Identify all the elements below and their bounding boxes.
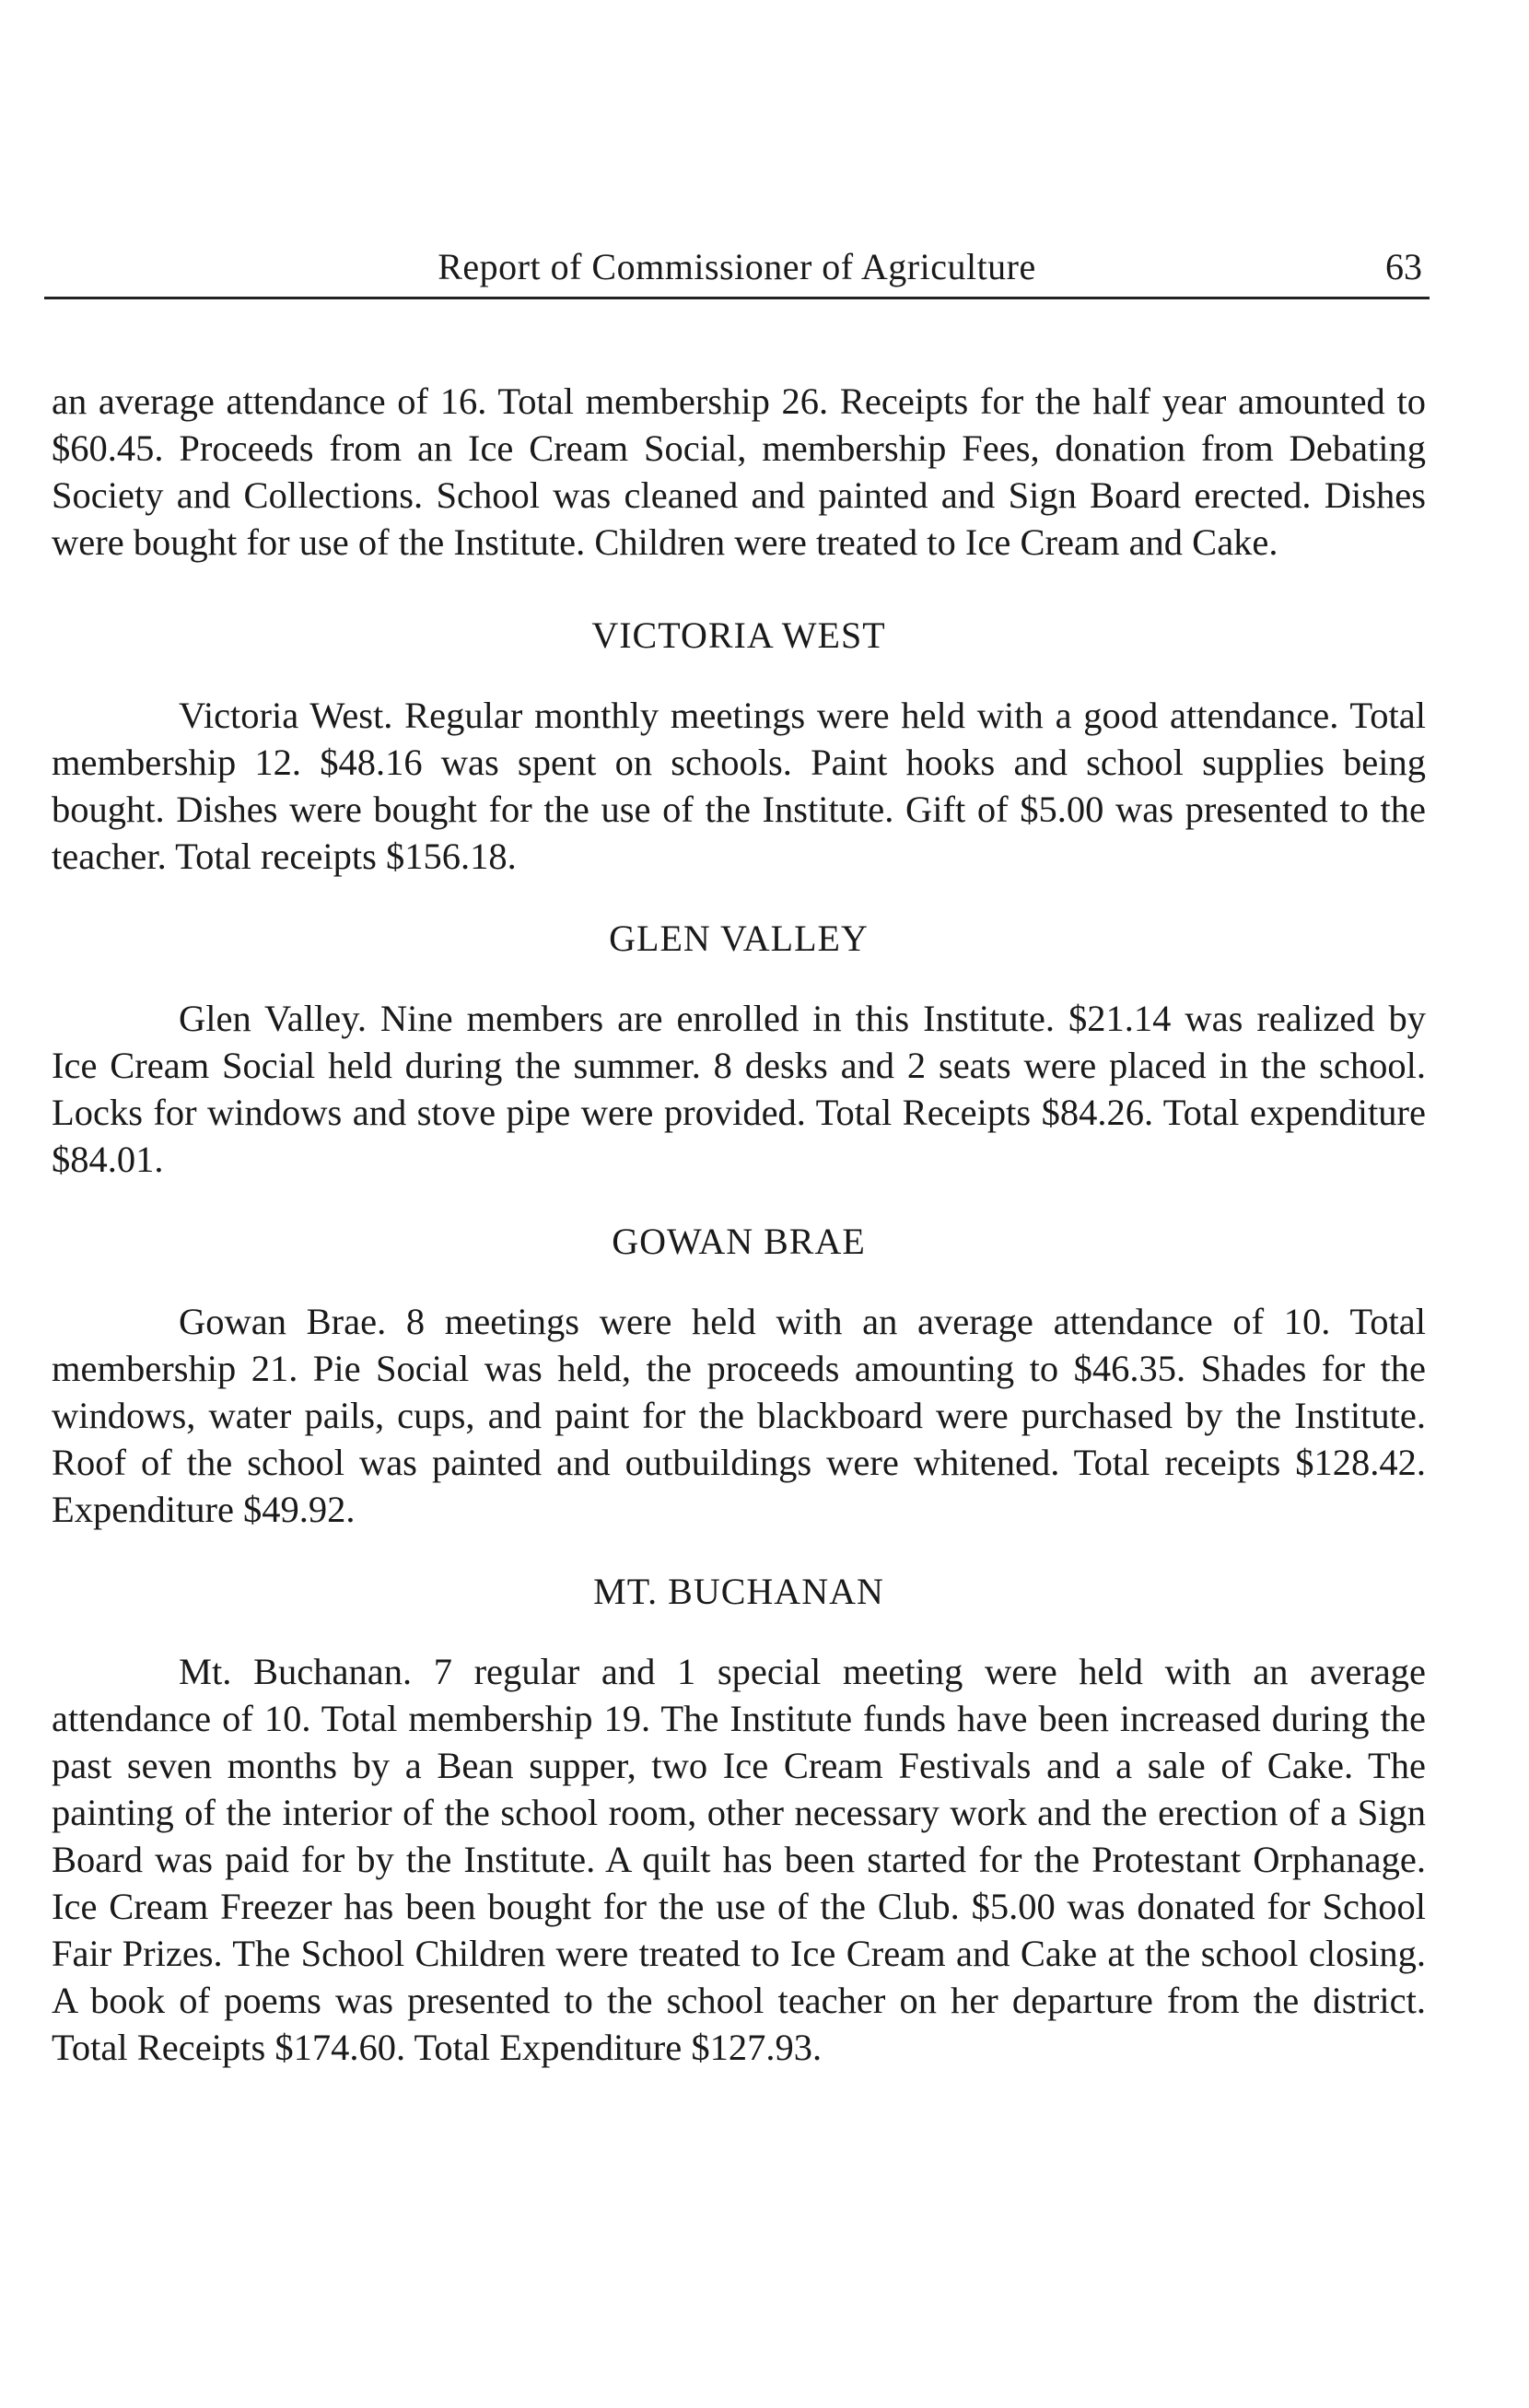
continued-paragraph: an average attendance of 16. Total membership 26. Receipts for the half year amounted to $60.45. Proceeds from an Ice Cream Social, membership Fees, donation from Debating Society and Collections. School was cleaned and painted and Sign Board erected. Dishes were bought for use of the Institute. Children were treated to Ice Cream and Cake. — [52, 380, 1426, 563]
running-header — [44, 241, 1430, 299]
section-heading-mt-buchanan: MT. BUCHANAN — [593, 1571, 884, 1612]
paragraph-victoria-west: Victoria West. Regular monthly meetings were held with a good attendance. Total membership 12. $48.16 was spent on schools. Paint hooks and school supplies being bought. Dishes were bought for the use of the Institute. Gift of $5.00 was presented to the teacher. Total receipts $156.18. — [52, 695, 1426, 877]
section-heading-glen-valley: GLEN VALLEY — [609, 918, 869, 959]
paragraph-glen-valley: Glen Valley. Nine members are enrolled in this Institute. $21.14 was realized by Ice Cream Social held during the summer. 8 desks and 2 seats were placed in the school. Locks for windows and stove pipe were provided. Total Receipts $84.26. Total expenditure $84.01. — [52, 998, 1426, 1180]
section-heading-victoria-west: VICTORIA WEST — [591, 614, 886, 656]
paragraph-gowan-brae: Gowan Brae. 8 meetings were held with an average attendance of 10. Total membership 21. Pie Social was held, the proceeds amounting to $46.35. Shades for the windows, water pails, cups, and paint for the blackboard were purchased by the Institute. Roof of the school was painted and outbuildings were whitened. Total receipts $128.42. Expenditure $49.92. — [52, 1301, 1426, 1530]
report-body — [52, 378, 1426, 2071]
page-number: 63 — [1385, 246, 1422, 287]
running-title: Report of Commissioner of Agriculture — [438, 246, 1036, 287]
section-heading-gowan-brae: GOWAN BRAE — [612, 1221, 866, 1262]
paragraph-mt-buchanan: Mt. Buchanan. 7 regular and 1 special meeting were held with an average attendance of 10. Total membership 19. The Institute funds have been increased during the past seven months by a Bean supper, two Ice Cream Festivals and a sale of Cake. The painting of the interior of the school room, other necessary work and the erection of a Sign Board was paid for by the Institute. A quilt has been started for the Protestant Orphanage. Ice Cream Freezer has been bought for the use of the Club. $5.00 was donated for School Fair Prizes. The School Children were treated to Ice Cream and Cake at the school closing. A book of poems was presented to the school teacher on her departure from the district. Total Receipts $174.60. Total Expenditure $127.93. — [52, 1651, 1426, 2068]
